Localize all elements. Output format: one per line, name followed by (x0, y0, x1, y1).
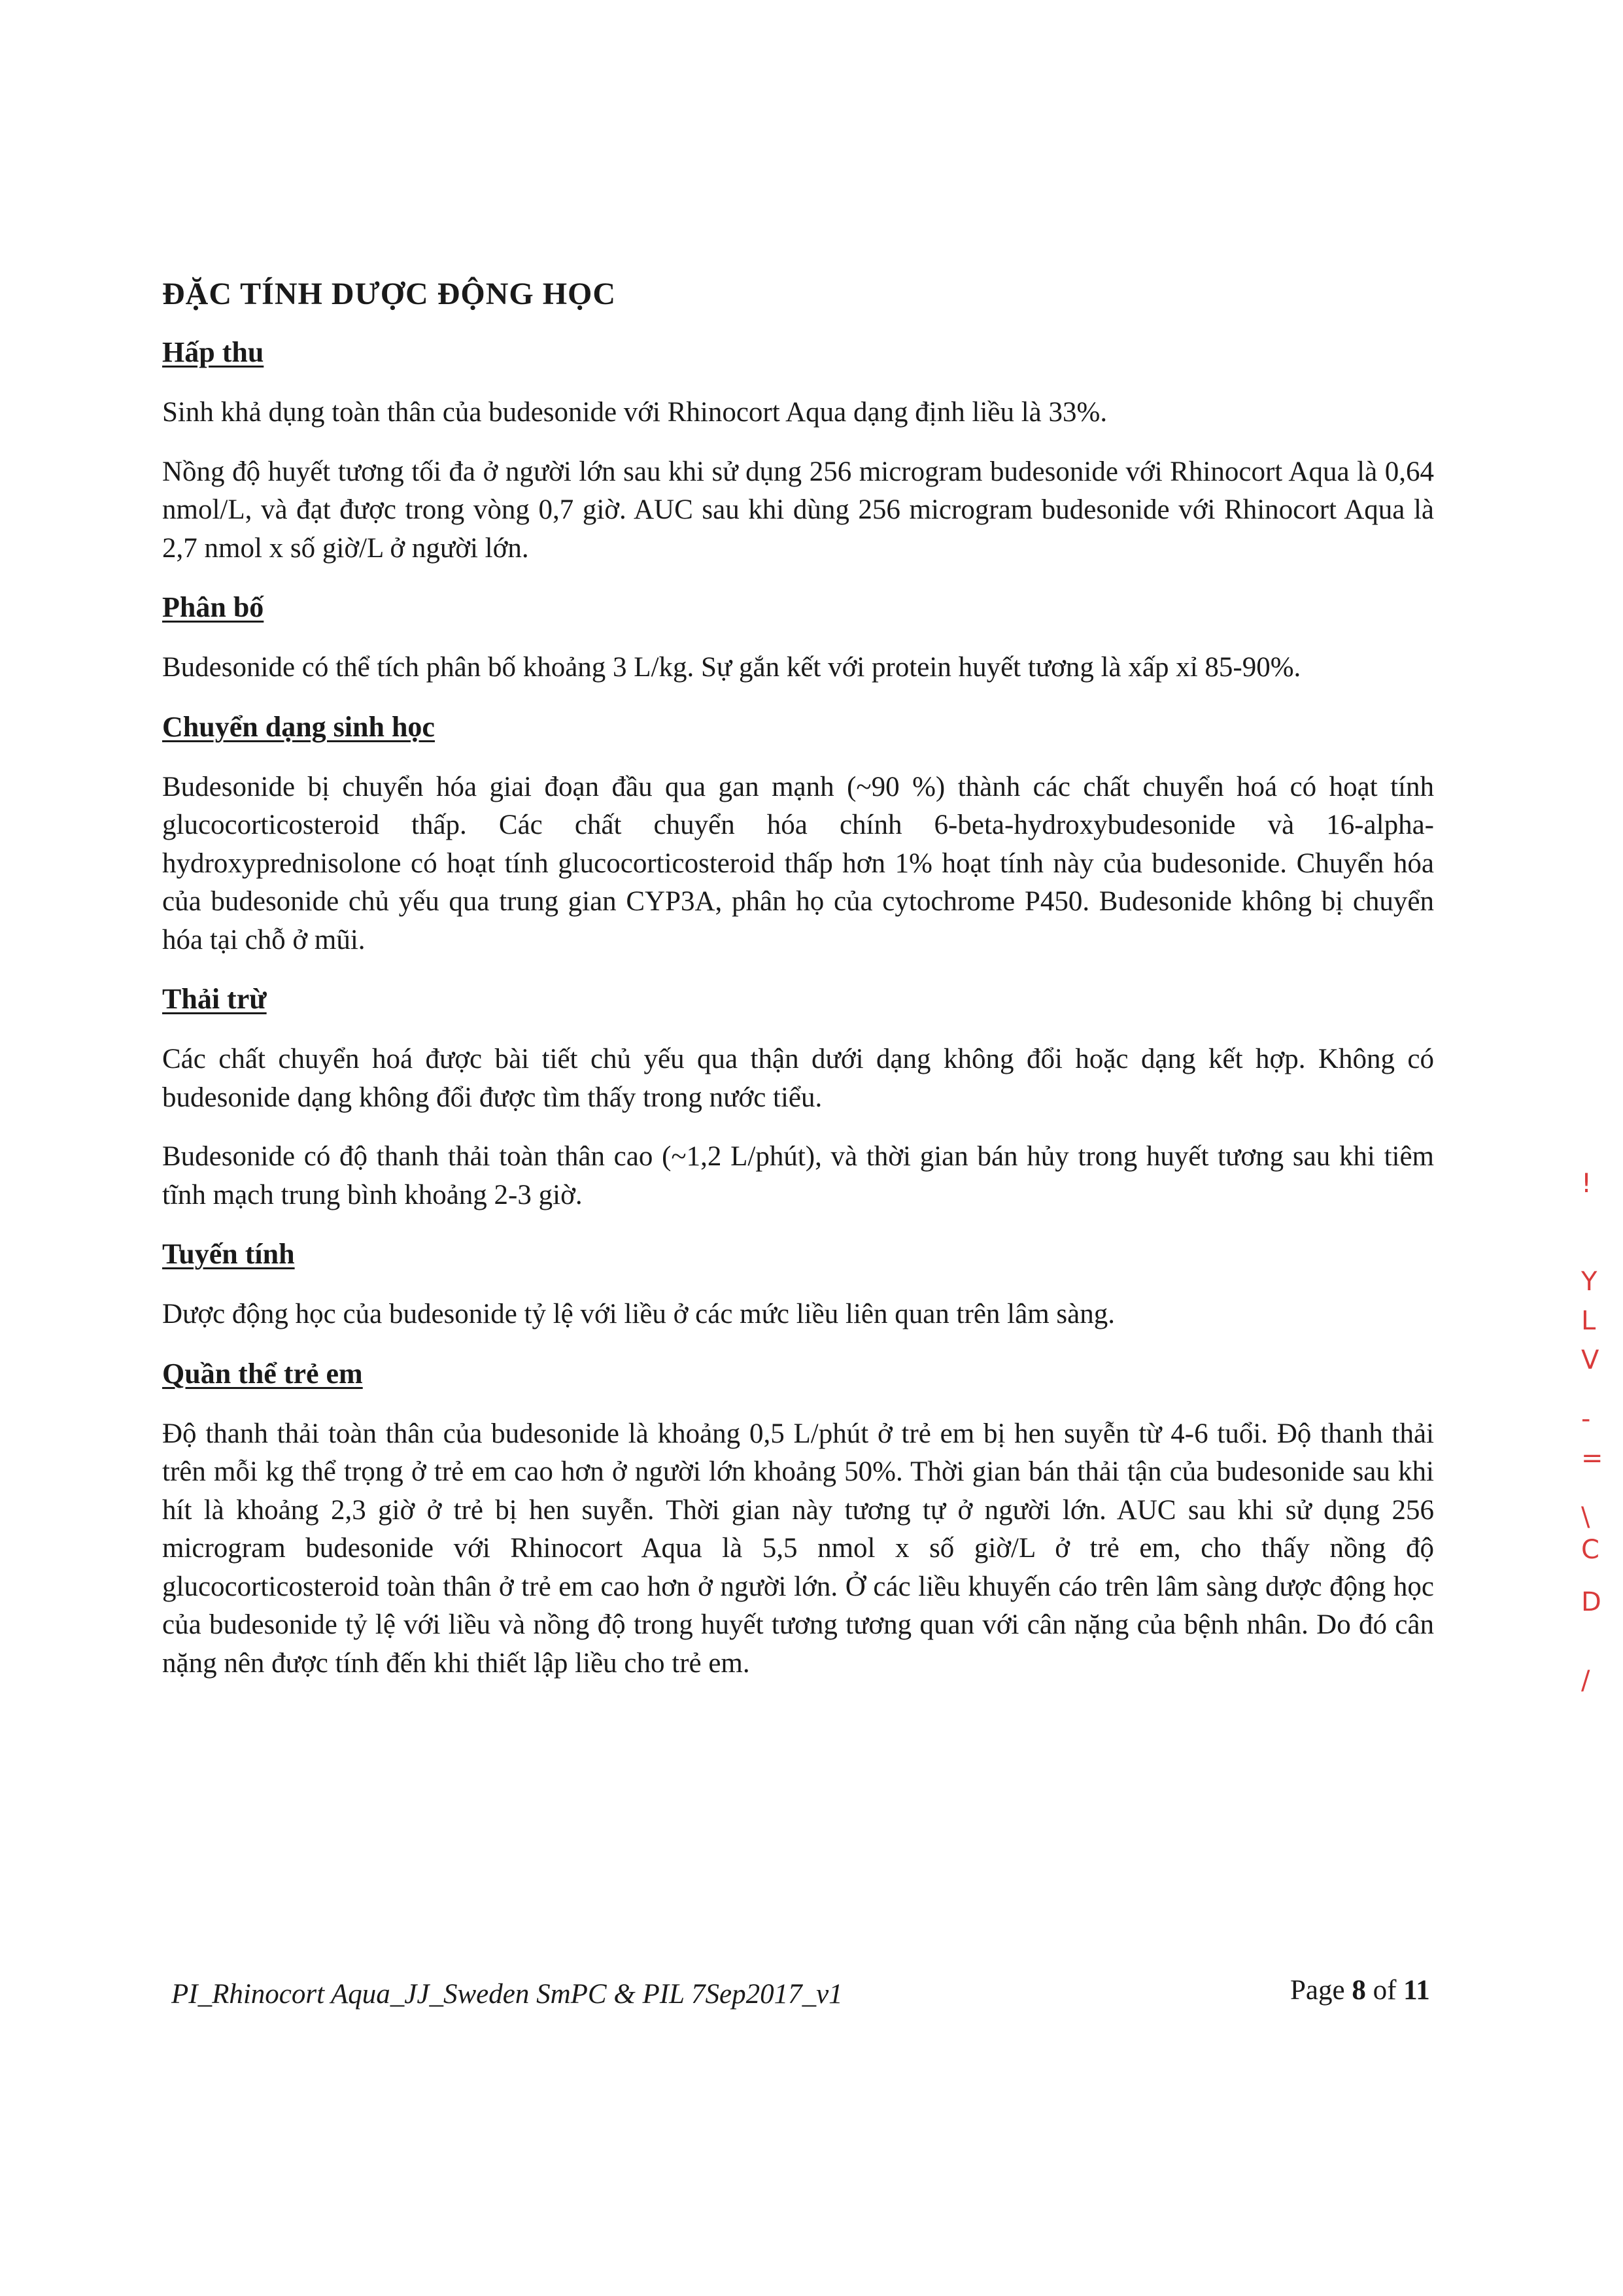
stamp-glyph: D (1581, 1587, 1601, 1617)
subheading-thai-tru: Thải trừ (162, 983, 267, 1015)
subheading-tuyen-tinh: Tuyến tính (162, 1238, 295, 1270)
stamp-glyph: \ (1581, 1502, 1590, 1532)
section-heading: ĐẶC TÍNH DƯỢC ĐỘNG HỌC (162, 277, 617, 311)
paragraph: Các chất chuyển hoá được bài tiết chủ yếu qua thận dưới dạng không đổi hoặc dạng kết hợp. Không có budesonide dạng không đổi được tìm thấy trong nước tiểu. (162, 1044, 1434, 1113)
page-of: of (1365, 1975, 1404, 2006)
stamp-glyph: V (1581, 1345, 1599, 1375)
paragraph: Budesonide bị chuyển hóa giai đoạn đầu qua gan mạnh (~90 %) thành các chất chuyển hoá có hoạt tính glucocorticosteroid thấp. Các chất chuyển hóa chính 6-beta-hydroxybudesonide và 16-alpha-hydroxyprednisolone có hoạt tính glucocorticosteroid thấp hơn 1% hoạt tính này của budesonide. Chuyển hóa của budesonide chủ yếu qua trung gian CYP3A, phân họ của cytochrome P450. Budesonide không bị chuyển hóa tại chỗ ở mũi. (162, 771, 1434, 955)
subheading-phan-bo: Phân bố (162, 591, 264, 623)
paragraph: Độ thanh thải toàn thân của budesonide là khoảng 0,5 L/phút ở trẻ em bị hen suyễn từ 4-6 tuổi. Độ thanh thải trên mỗi kg thể trọng ở trẻ em cao hơn ở người lớn khoảng 50%. Thời gian bán thải tận của budesonide sau khi hít là khoảng 2,3 giờ ở trẻ bị hen suyễn. Thời gian này tương tự ở người lớn. AUC sau khi sử dụng 256 microgram budesonide với Rhinocort Aqua là 5,5 nmol x số giờ/L ở trẻ em, cho thấy nồng độ glucocorticosteroid toàn thân ở trẻ em cao hơn ở người lớn. Ở các liều khuyến cáo trên lâm sàng dược động học của budesonide tỷ lệ với liều và nồng độ trong huyết tương tương quan với cân nặng của bệnh nhân. Do đó cân nặng nên được tính đến khi thiết lập liều cho trẻ em. (162, 1418, 1434, 1679)
subheading-hap-thu: Hấp thu (162, 336, 264, 368)
paragraph: Budesonide có thể tích phân bố khoảng 3 L/kg. Sự gắn kết với protein huyết tương là xấp xỉ 85-90%. (162, 652, 1301, 683)
paragraph: Dược động học của budesonide tỷ lệ với liều ở các mức liều liên quan trên lâm sàng. (162, 1299, 1115, 1329)
footer-document-id: PI_Rhinocort Aqua_JJ_Sweden SmPC & PIL 7Sep2017_v1 (171, 1979, 843, 2010)
page-current: 8 (1352, 1975, 1366, 2006)
page-prefix: Page (1290, 1975, 1352, 2006)
red-stamp-edge (1576, 1171, 1615, 1759)
stamp-glyph: ! (1581, 1171, 1592, 1199)
stamp-glyph: - (1581, 1404, 1591, 1434)
stamp-glyph: Y (1581, 1267, 1597, 1297)
stamp-glyph: C (1581, 1535, 1599, 1565)
stamp-glyph: L (1581, 1306, 1596, 1336)
paragraph: Budesonide có độ thanh thải toàn thân cao (~1,2 L/phút), và thời gian bán hủy trong huyết tương sau khi tiêm tĩnh mạch trung bình khoảng 2-3 giờ. (162, 1141, 1434, 1210)
subheading-quan-the-tre-em: Quần thể trẻ em (162, 1357, 363, 1390)
subheading-chuyen-dang-sinh-hoc: Chuyển dạng sinh học (162, 710, 435, 743)
footer-page-number (1290, 1972, 1430, 2009)
stamp-glyph: / (1581, 1666, 1590, 1696)
paragraph: Sinh khả dụng toàn thân của budesonide với Rhinocort Aqua dạng định liều là 33%. (162, 397, 1108, 428)
page-total: 11 (1403, 1975, 1430, 2006)
stamp-glyph: = (1581, 1443, 1603, 1473)
paragraph: Nồng độ huyết tương tối đa ở người lớn sau khi sử dụng 256 microgram budesonide với Rhinocort Aqua là 0,64 nmol/L, và đạt được trong vòng 0,7 giờ. AUC sau khi dùng 256 microgram budesonide với Rhinocort Aqua là 2,7 nmol x số giờ/L ở người lớn. (162, 456, 1434, 564)
document-body (162, 275, 1434, 1704)
